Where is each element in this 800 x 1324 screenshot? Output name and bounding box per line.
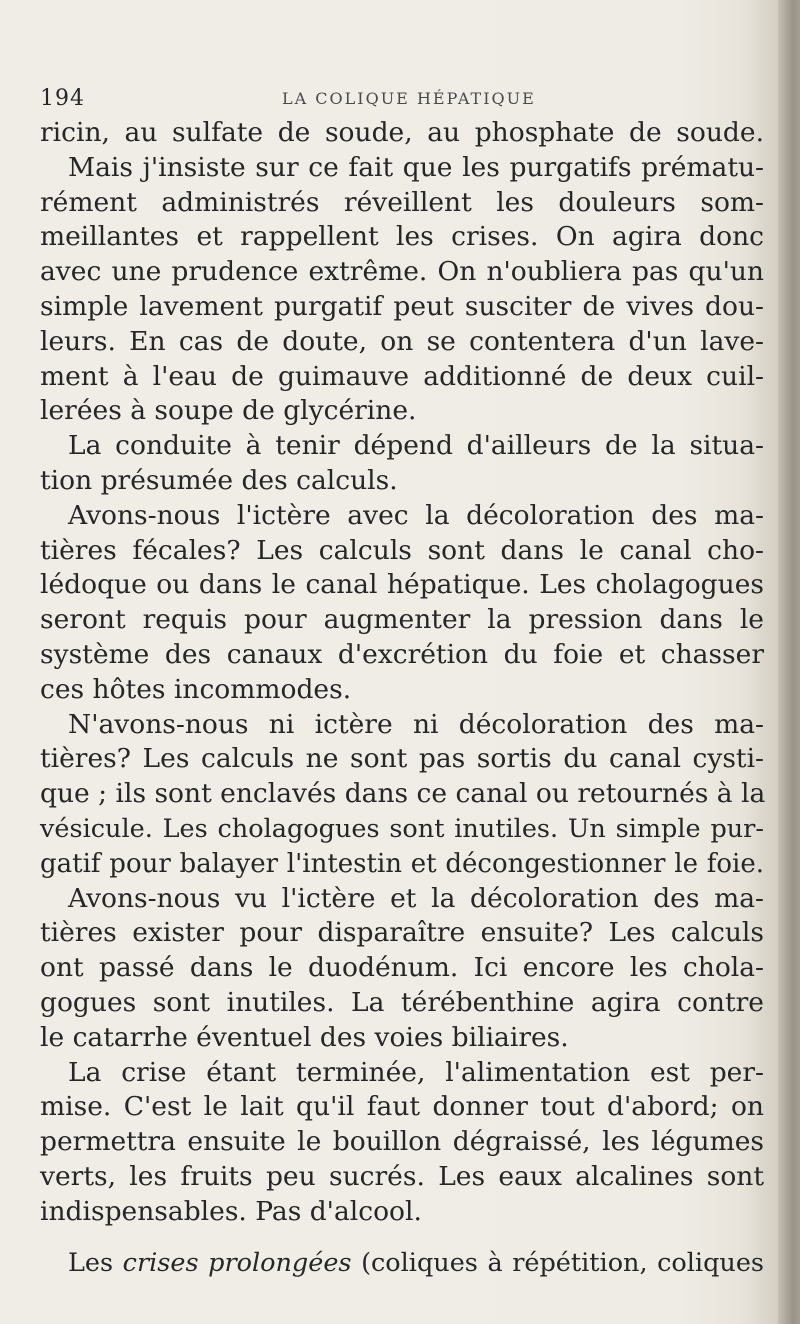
text-line: La conduite à tenir dépend d'ailleurs de la situa- bbox=[68, 430, 764, 462]
text-line: La crise étant terminée, l'alimentation est per- bbox=[68, 1056, 764, 1088]
text-line bbox=[40, 1246, 764, 1281]
text-line: que ; ils sont enclavés dans ce canal ou retournés à la bbox=[40, 778, 766, 810]
text-line: Avons-nous l'ictère avec la décoloration des ma- bbox=[68, 499, 764, 531]
text-line: Mais j'insiste sur ce fait que les purgatifs prématu- bbox=[68, 151, 764, 183]
text-line: lerées à soupe de glycérine. bbox=[40, 395, 417, 427]
text-line: ont passé dans le duodénum. Ici encore les chola- bbox=[40, 952, 764, 984]
text-line: lédoque ou dans le canal hépatique. Les cholagogues bbox=[40, 569, 764, 601]
text-fragment: Les bbox=[68, 1247, 123, 1278]
page-binding-shadow bbox=[778, 0, 800, 1324]
text-line: gogues sont inutiles. La térébenthine agira contre bbox=[40, 986, 764, 1018]
paragraph bbox=[40, 116, 764, 429]
text-line: avec une prudence extrême. On n'oubliera pas qu'un bbox=[40, 256, 764, 288]
paragraph bbox=[40, 499, 764, 708]
text-line: tion présumée des calculs. bbox=[40, 464, 398, 496]
text-line: meillantes et rappellent les crises. On agira donc bbox=[40, 221, 764, 253]
body-text bbox=[40, 116, 764, 1280]
paragraph bbox=[40, 429, 764, 499]
text-line: vésicule. Les cholagogues sont inutiles. Un simple pur- bbox=[40, 813, 764, 844]
text-line: verts, les fruits peu sucrés. Les eaux alcalines sont bbox=[40, 1160, 764, 1192]
paragraph bbox=[40, 1056, 764, 1230]
text-line: seront requis pour augmenter la pression dans le bbox=[40, 604, 764, 636]
text-line: tières exister pour disparaître ensuite? Les calculs bbox=[40, 917, 764, 949]
running-head: LA COLIQUE HÉPATIQUE bbox=[282, 89, 536, 108]
text-line: indispensables. Pas d'alcool. bbox=[40, 1195, 422, 1227]
paragraph-gap bbox=[40, 1230, 764, 1246]
text-line: système des canaux d'excrétion du foie et chasser bbox=[40, 638, 764, 670]
text-line: leurs. En cas de doute, on se contentera d'un lave- bbox=[40, 325, 764, 357]
text-line: gatif pour balayer l'intestin et décongestionner le foie. bbox=[40, 848, 764, 879]
text-line: Avons-nous vu l'ictère et la décoloration des ma- bbox=[68, 882, 764, 914]
text-line: tières? Les calculs ne sont pas sortis du canal cysti- bbox=[40, 743, 764, 775]
paragraph bbox=[40, 1246, 764, 1281]
text-line: le catarrhe éventuel des voies biliaires. bbox=[40, 1021, 569, 1053]
page-number: 194 bbox=[40, 86, 85, 111]
text-line: N'avons-nous ni ictère ni décoloration des ma- bbox=[68, 708, 764, 740]
text-line: ces hôtes incommodes. bbox=[40, 673, 352, 705]
text-line: ricin, au sulfate de soude, au phosphate de soude. bbox=[40, 117, 764, 148]
page-header bbox=[40, 86, 760, 118]
text-line: simple lavement purgatif peut susciter de vives dou- bbox=[40, 290, 764, 322]
text-line: rément administrés réveillent les douleurs som- bbox=[40, 186, 764, 218]
text-line: ment à l'eau de guimauve additionné de deux cuil- bbox=[40, 360, 764, 392]
text-fragment: (coliques à répétition, coliques bbox=[351, 1247, 764, 1278]
paragraph bbox=[40, 708, 764, 882]
text-line: mise. C'est le lait qu'il faut donner tout d'abord; on bbox=[40, 1091, 764, 1123]
text-line: permettra ensuite le bouillon dégraissé, les légumes bbox=[40, 1126, 764, 1158]
text-line: tières fécales? Les calculs sont dans le canal cho- bbox=[40, 534, 764, 566]
emphasized-text: crises prolongées bbox=[122, 1247, 352, 1278]
paragraph bbox=[40, 882, 764, 1056]
